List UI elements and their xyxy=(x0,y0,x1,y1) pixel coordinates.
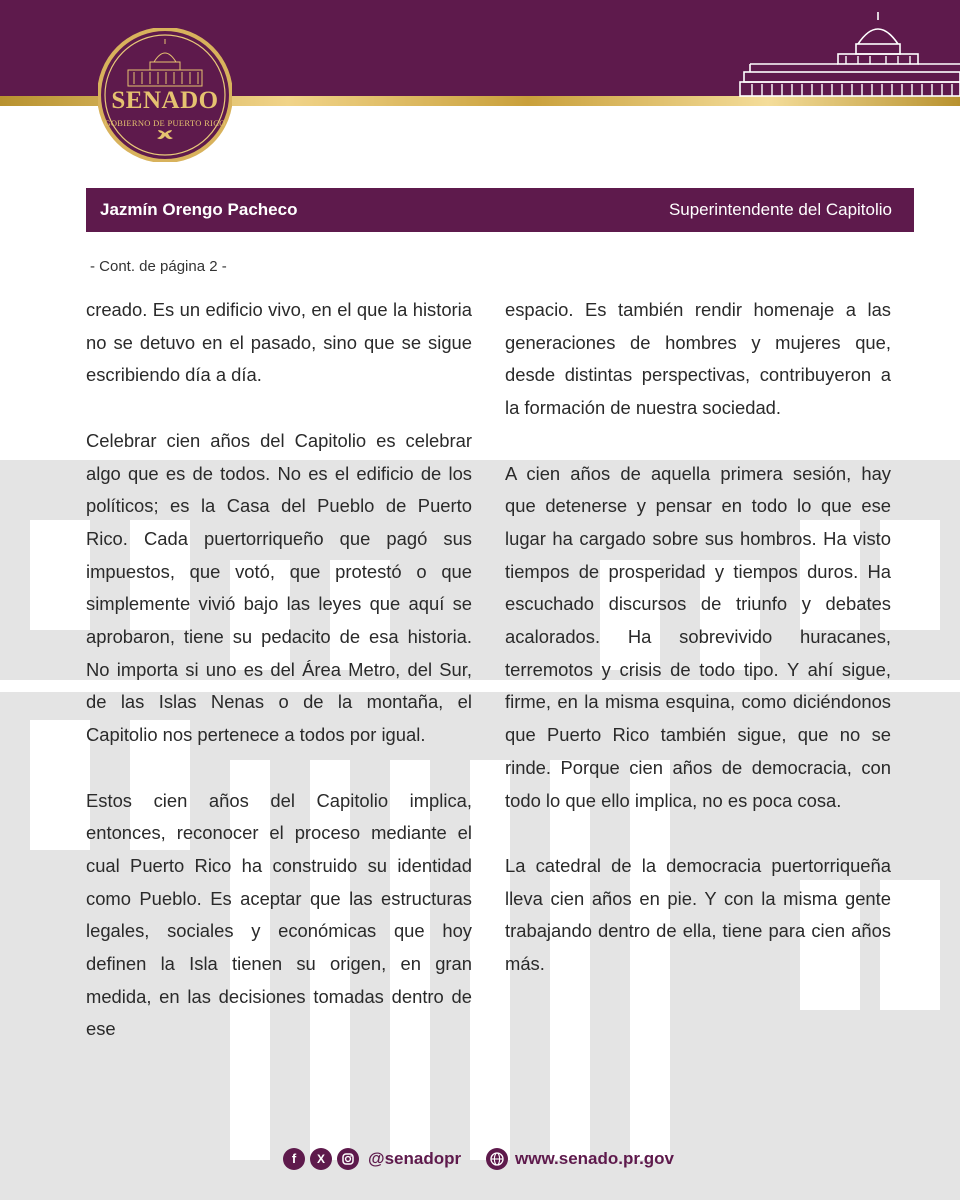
article-column-right xyxy=(505,294,891,1013)
article-column-left xyxy=(86,294,472,1079)
author-bar xyxy=(86,188,914,232)
social-handle[interactable]: @senadopr xyxy=(368,1149,462,1168)
paragraph: creado. Es un edificio vivo, en el que la historia no se detuvo en el pasado, sino que se sigue escribiendo día a día. xyxy=(86,299,472,386)
paragraph: La catedral de la democracia puertorriqueña lleva cien años en pie. Y con la misma gente trabajando dentro de ella, tiene para cien años más. xyxy=(505,854,891,975)
seal-title: SENADO xyxy=(111,87,219,114)
seal-subtitle: GOBIERNO DE PUERTO RICO xyxy=(104,118,226,128)
paragraph: A cien años de aquella primera sesión, hay que detenerse y pensar en todo lo que ese lugar ha cargado sobre sus hombros. Ha visto tiempos de prosperidad y tiempos duros. Ha escuchado discursos de triunfo y debates acalorados. Ha sobrevivido huracanes, terremotos y crisis de todo tipo. Y ahí sigue, firme, en la misma esquina, como diciéndonos que Puerto Rico también sigue, que no se rinde. Porque cien años de democracia, con todo lo que ello implica, no es poca cosa. xyxy=(505,462,891,811)
capitol-outline-illustration xyxy=(738,10,960,98)
website-link[interactable]: www.senado.pr.gov xyxy=(515,1149,675,1168)
continuation-note: - Cont. de página 2 - xyxy=(90,258,227,275)
paragraph: Estos cien años del Capitolio implica, entonces, reconocer el proceso mediante el cual Puerto Rico ha construido su identidad como Pueblo. Es aceptar que las estructuras legales, sociales y económicas que hoy definen la Isla tienen su origen, en gran medida, en las decisiones tomadas dentro de ese xyxy=(86,789,472,1040)
paragraph: Celebrar cien años del Capitolio es celebrar algo que es de todos. No es el edificio de los políticos; es la Casa del Pueblo de Puerto Rico. Cada puertorriqueño que pagó sus impuestos, que votó, que protestó o que simplemente vivió bajo las leyes que aquí se aprobaron, tiene su pedacito de esa historia. No importa si uno es del Área Metro, del Sur, de las Islas Nenas o de la montaña, el Capitolio nos pertenece a todos por igual. xyxy=(86,429,472,746)
paragraph: espacio. Es también rendir homenaje a las generaciones de hombres y mujeres que, desde distintas perspectivas, contribuyeron a la formación de nuestra sociedad. xyxy=(505,299,891,419)
facebook-icon[interactable]: f xyxy=(283,1148,305,1170)
globe-icon xyxy=(486,1148,508,1170)
author-name: Jazmín Orengo Pacheco xyxy=(100,200,298,219)
instagram-icon[interactable] xyxy=(337,1148,359,1170)
x-icon[interactable]: X xyxy=(310,1148,332,1170)
author-role: Superintendente del Capitolio xyxy=(668,200,892,219)
